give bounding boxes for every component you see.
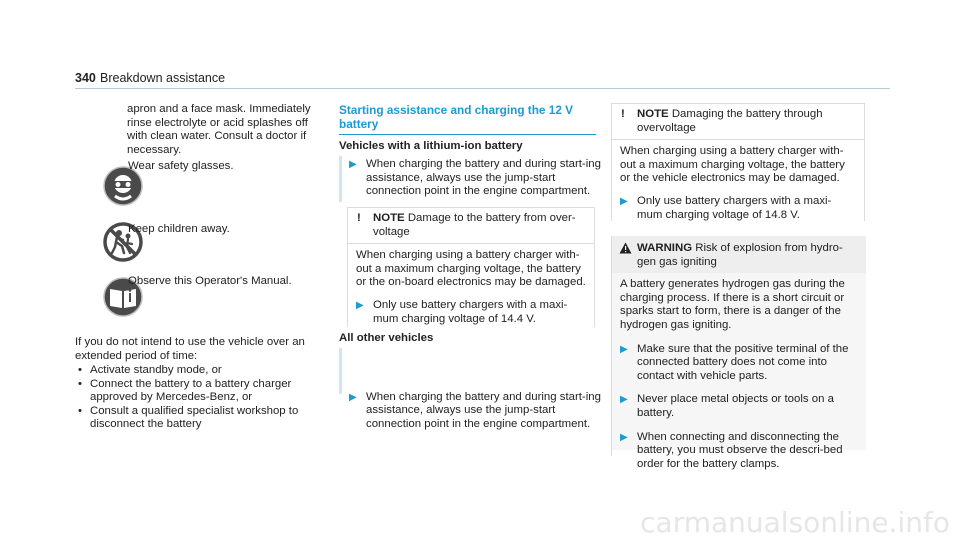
step-accent-bar: [339, 156, 342, 202]
step-accent-bar: [339, 348, 342, 394]
exclamation-icon: !: [621, 108, 625, 120]
warning-header: [612, 236, 866, 273]
watermark: carmanualsonline.info: [640, 506, 950, 539]
bullet-icon: •: [78, 377, 82, 390]
warning-title: Risk of explosion from hydro-gen gas igniting: [637, 242, 843, 268]
bullet-icon: •: [78, 364, 82, 376]
list-item: • Consult a qualified specialist workshop to disconnect the battery: [78, 404, 299, 431]
page-number: 340: [75, 71, 96, 85]
standby-bullet-list: [78, 364, 313, 432]
section-title: Starting assistance and charging the 12 V battery: [339, 103, 574, 131]
warning-step: ▶ Never place metal objects or tools on a battery.: [620, 393, 834, 419]
note-label: NOTE: [373, 212, 405, 224]
note-step: ▶ Only use battery chargers with a maxi-mum charging voltage of 14.8 V.: [620, 194, 832, 221]
exclamation-icon: !: [357, 212, 361, 224]
warning-step: ▶ Make sure that the positive terminal of the connected battery does not come into contact with vehicle parts.: [620, 342, 849, 382]
section-rule: [339, 134, 596, 135]
list-item: • Connect the battery to a battery charger approved by Mercedes-Benz, or: [78, 377, 292, 404]
arrow-right-icon: ▶: [349, 391, 357, 403]
sign-text: Keep children away.: [128, 223, 230, 235]
arrow-right-icon: ▶: [620, 394, 628, 406]
arrow-right-icon: ▶: [620, 343, 628, 355]
note-title: Damage to the battery from over-voltage: [373, 212, 576, 238]
step-other-vehicles: ▶ When charging the battery and during start-ing assistance, always use the jump-start connection point in the engine compartment.: [349, 390, 601, 430]
note-body: When charging using a battery charger with-out a maximum charging voltage, the battery or the on-board electronics may be damaged. ▶ Only use battery chargers with a maxi-mum charging voltage of 14.4 V.: [348, 244, 594, 332]
bullet-icon: •: [78, 404, 82, 417]
note-step: ▶ Only use battery chargers with a maxi-mum charging voltage of 14.4 V.: [356, 298, 568, 325]
arrow-right-icon: ▶: [620, 195, 628, 207]
note-header: [348, 208, 594, 244]
standby-paragraph: If you do not intend to use the vehicle over an extended period of time:: [75, 336, 305, 362]
note-box-overvoltage: [611, 103, 865, 221]
warning-triangle-icon: [619, 242, 632, 254]
note-label: NOTE: [637, 108, 669, 120]
warning-label: WARNING: [637, 242, 693, 254]
warning-box: [611, 236, 866, 470]
warning-body: A battery generates hydrogen gas during the charging process. If there is a short circuit or sparks start to form, there is a danger of the hydrogen gas igniting. ▶ Make sure that the positive terminal of the connected battery does not come into contact with vehicle parts. ▶ Never place metal objects or tools on a battery. ▶ When connecting and disconnecting the battery, you must observe the descri-bed order for the battery clamps.: [612, 273, 866, 450]
sign-text: Wear safety glasses.: [128, 160, 234, 172]
note-body: When charging using a battery charger with-out a maximum charging voltage, the battery or the vehicle electronics may be damaged. ▶ Only use battery chargers with a maxi-mum charging voltage of 14.8 V.: [612, 140, 864, 228]
list-item: • Activate standby mode, or: [78, 364, 222, 376]
step-lithium: ▶ When charging the battery and during start-ing assistance, always use the jump-start connection point in the engine compartment.: [349, 158, 601, 198]
note-box-lithium: [347, 207, 595, 327]
warning-step: ▶ When connecting and disconnecting the battery, you must observe the descri-bed order for the battery clamps.: [620, 430, 843, 470]
subhead-other-vehicles: All other vehicles: [339, 332, 434, 344]
subhead-lithium: Vehicles with a lithium-ion battery: [339, 140, 523, 152]
note-title: Damaging the battery through overvoltage: [637, 108, 823, 134]
arrow-right-icon: ▶: [349, 159, 357, 170]
sign-text: Observe this Operator's Manual.: [128, 275, 292, 287]
intro-paragraph: apron and a face mask. Immediately rinse electrolyte or acid splashes off with clean water. Consult a doctor if necessary.: [127, 103, 311, 156]
page-title: Breakdown assistance: [100, 71, 226, 85]
arrow-right-icon: ▶: [356, 299, 364, 311]
note-header: [612, 104, 864, 140]
header-rule: [75, 88, 890, 89]
arrow-right-icon: ▶: [620, 431, 628, 443]
